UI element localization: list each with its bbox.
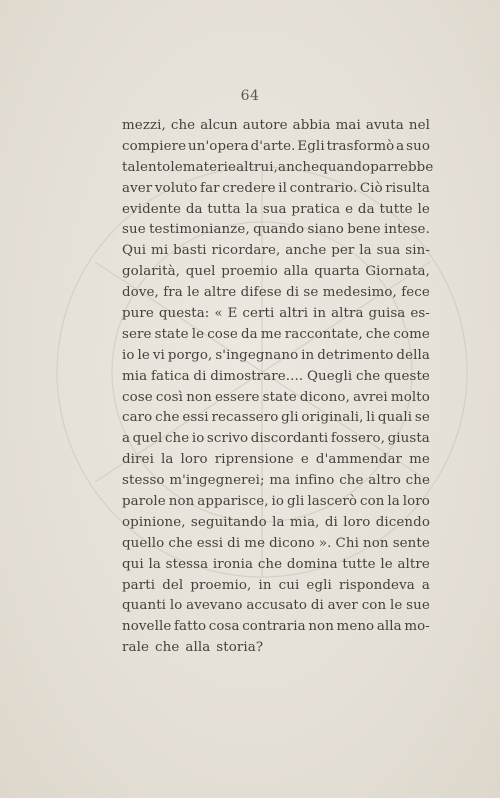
word: che — [257, 556, 283, 572]
word: anche — [285, 243, 327, 259]
word: le — [417, 201, 430, 217]
word: le — [380, 556, 393, 572]
text-line — [122, 179, 430, 200]
word: m'ingegnerei; — [169, 473, 265, 489]
text-line — [122, 283, 430, 304]
word: li — [366, 410, 376, 426]
word: che — [164, 431, 190, 447]
word: parrebbe — [370, 159, 434, 175]
word: fatto — [173, 619, 207, 635]
word: io — [122, 347, 135, 363]
word: gli — [286, 494, 305, 510]
text-line — [122, 638, 430, 659]
word: altrui, — [236, 159, 278, 175]
word: con — [361, 598, 387, 614]
word: che — [355, 368, 381, 384]
word: di — [193, 368, 207, 384]
word: altro — [368, 473, 401, 489]
word: così — [155, 389, 184, 405]
word: non — [168, 494, 195, 510]
word: dicono — [269, 535, 315, 551]
word: sue — [406, 598, 430, 614]
word: es- — [410, 306, 430, 322]
word: altre — [203, 285, 237, 301]
word: altra — [331, 306, 364, 322]
text-line — [122, 388, 430, 409]
word: porgo, — [167, 347, 213, 363]
word: in — [301, 347, 315, 363]
word: fatica — [151, 368, 190, 384]
word: contraria — [242, 619, 306, 635]
word: altre — [397, 556, 430, 572]
word: me — [244, 535, 266, 551]
word: che — [365, 326, 391, 342]
word: non — [363, 535, 389, 551]
word: con — [359, 494, 385, 510]
word: loro — [180, 452, 208, 468]
word: cose — [207, 326, 238, 342]
word: guisa — [368, 306, 406, 322]
word: bene — [347, 222, 381, 238]
text-line — [122, 241, 430, 262]
word: di — [310, 598, 324, 614]
word: fossero, — [330, 431, 386, 447]
word: la — [359, 243, 372, 259]
word: cosa — [208, 619, 240, 635]
word: se — [414, 410, 430, 426]
word: non — [308, 619, 334, 635]
word: pure — [122, 306, 154, 322]
word: parti — [122, 577, 156, 593]
word: d'ammendar — [315, 452, 403, 468]
word: essi — [196, 535, 224, 551]
word: questa: — [158, 306, 210, 322]
word: che — [155, 410, 180, 426]
word: non — [186, 389, 212, 405]
word: Egli — [297, 138, 325, 154]
word: in — [313, 306, 327, 322]
word: detrimento — [317, 347, 394, 363]
word: mezzi, — [122, 118, 166, 133]
word: quali — [377, 410, 413, 426]
word: loro — [343, 514, 371, 530]
word: anche — [277, 159, 320, 175]
word: loro — [402, 494, 430, 510]
word: s'ingegnano — [215, 347, 299, 363]
word: il — [278, 180, 287, 196]
word: credere — [222, 180, 276, 196]
word: Giornata, — [365, 264, 430, 280]
word: state — [262, 389, 297, 405]
word: che — [155, 640, 180, 656]
word: io — [271, 494, 285, 510]
word: caro — [122, 410, 153, 426]
word: evidente — [122, 201, 181, 217]
word: proemio, — [190, 577, 252, 593]
word: suo — [406, 138, 430, 154]
word: discordanti — [250, 431, 329, 447]
word: recassero — [211, 410, 279, 426]
word: storia? — [216, 640, 264, 656]
word: basti — [173, 243, 207, 259]
word: molto — [390, 389, 430, 405]
word: mo- — [404, 619, 430, 635]
word: se — [303, 285, 319, 301]
word: alla — [376, 619, 402, 635]
word: mia — [122, 368, 148, 384]
word: me — [409, 452, 430, 468]
word: di — [227, 535, 241, 551]
word: sente — [392, 535, 430, 551]
word: voluto — [154, 180, 198, 196]
word: quel — [132, 431, 163, 447]
word: essere — [214, 389, 260, 405]
word: da — [241, 326, 258, 342]
word: che — [339, 473, 364, 489]
word: sere — [122, 326, 152, 342]
word: risulta — [385, 180, 430, 196]
text-line — [122, 471, 430, 492]
word: pratica — [291, 201, 341, 217]
word: da — [357, 201, 375, 217]
word: e — [300, 452, 309, 468]
word: quanti — [122, 598, 167, 614]
word: state — [154, 326, 189, 342]
word: quel — [185, 264, 216, 280]
text-line — [122, 429, 430, 450]
word: accusato — [246, 598, 308, 614]
word: alla — [185, 640, 211, 656]
text-line — [122, 492, 430, 513]
word: vi — [152, 347, 165, 363]
word: avuta — [365, 118, 404, 133]
text-line — [122, 555, 430, 576]
word: di — [324, 514, 338, 530]
word: le — [389, 598, 403, 614]
word: cose — [122, 389, 153, 405]
word: la — [387, 494, 400, 510]
word: stesso — [122, 473, 165, 489]
word: la — [161, 452, 174, 468]
word: originali, — [301, 410, 364, 426]
word: dicono, — [299, 389, 350, 405]
word: ma — [269, 473, 291, 489]
word: sua — [376, 243, 401, 259]
word: alcun — [200, 118, 238, 133]
body-text — [122, 116, 434, 659]
word: lascerò — [307, 494, 358, 510]
word: quello — [122, 535, 165, 551]
word: difese — [240, 285, 282, 301]
word: opinione, — [122, 514, 186, 530]
word: alla — [283, 264, 309, 280]
word: io — [191, 431, 205, 447]
word: ». — [318, 535, 332, 551]
word: un'opera — [188, 138, 249, 154]
word: apparisce, — [197, 494, 269, 510]
word: nel — [408, 118, 430, 133]
word: intese. — [383, 222, 430, 238]
word: meno — [336, 619, 375, 635]
word: dicendo — [375, 514, 430, 530]
text-line — [122, 450, 430, 471]
word: riprensione — [214, 452, 294, 468]
word: talento — [122, 159, 171, 175]
word: seguitando — [190, 514, 267, 530]
word: della — [396, 347, 430, 363]
text-line — [122, 617, 430, 638]
text-line — [122, 200, 430, 221]
word: aver — [327, 598, 358, 614]
word: essi — [182, 410, 209, 426]
text-line — [122, 158, 434, 179]
word: dimostrare.... — [210, 368, 304, 384]
word: queste — [384, 368, 430, 384]
word: scrivo — [206, 431, 249, 447]
word: Ciò — [359, 180, 383, 196]
word: quarta — [314, 264, 360, 280]
word: che — [405, 473, 430, 489]
word: me — [260, 326, 282, 342]
word: parole — [122, 494, 166, 510]
word: testimonianze, — [149, 222, 250, 238]
word: autore — [242, 118, 288, 133]
word: per — [331, 243, 355, 259]
word: le — [137, 347, 150, 363]
word: a — [122, 431, 131, 447]
word: in — [258, 577, 272, 593]
word: stessa — [165, 556, 209, 572]
text-line — [122, 137, 430, 158]
word: lo — [169, 598, 183, 614]
word: novelle — [122, 619, 172, 635]
word: la — [272, 514, 285, 530]
word: altri — [279, 306, 309, 322]
word: domina — [286, 556, 338, 572]
word: raccontate, — [284, 326, 363, 342]
word: materie — [182, 159, 237, 175]
word: dove, — [122, 285, 159, 301]
word: ricordare, — [211, 243, 281, 259]
word: compiere — [122, 138, 187, 154]
text-line — [122, 220, 430, 241]
word: ironia — [212, 556, 254, 572]
word: che — [168, 535, 193, 551]
word: le — [187, 285, 200, 301]
word: d'arte. — [250, 138, 296, 154]
word: certi — [242, 306, 275, 322]
word: Quegli — [306, 368, 353, 384]
word: cui — [278, 577, 300, 593]
word: fra — [163, 285, 183, 301]
text-line — [122, 534, 430, 555]
word: egli — [306, 577, 332, 593]
word: E — [227, 306, 238, 322]
word: a — [396, 138, 405, 154]
text-line — [122, 325, 430, 346]
word: medesimo, — [322, 285, 397, 301]
word: che — [170, 118, 196, 133]
word: la — [148, 556, 161, 572]
word: sue — [122, 222, 146, 238]
word: a — [421, 577, 430, 593]
word: le — [170, 159, 183, 175]
word: la — [245, 201, 258, 217]
word: contrario. — [289, 180, 358, 196]
text-line — [122, 596, 430, 617]
word: gli — [281, 410, 299, 426]
text-line — [122, 408, 430, 429]
word: golarità, — [122, 264, 181, 280]
word: sua — [262, 201, 287, 217]
word: tutta — [207, 201, 241, 217]
word: trasformò — [326, 138, 395, 154]
word: mia, — [289, 514, 320, 530]
word: avrei — [353, 389, 388, 405]
word: da — [185, 201, 203, 217]
word: Chi — [335, 535, 359, 551]
word: Qui — [122, 243, 147, 259]
word: abbia — [292, 118, 331, 133]
page-number: 64 — [240, 88, 260, 104]
word: aver — [122, 180, 153, 196]
word: avevano — [186, 598, 243, 614]
word: mi — [151, 243, 169, 259]
word: sin- — [405, 243, 430, 259]
text-line — [122, 304, 430, 325]
word: far — [200, 180, 220, 196]
word: come — [393, 326, 430, 342]
word: siano — [307, 222, 344, 238]
text-line — [122, 346, 430, 367]
text-line — [122, 262, 430, 283]
word: di — [286, 285, 300, 301]
word: le — [191, 326, 205, 342]
word: quando — [253, 222, 305, 238]
word: direi — [122, 452, 154, 468]
text-line — [122, 576, 430, 597]
word: giusta — [387, 431, 430, 447]
word: infino — [295, 473, 335, 489]
word: rale — [122, 640, 149, 656]
word: rispondeva — [338, 577, 415, 593]
word: proemio — [221, 264, 278, 280]
word: mai — [335, 118, 361, 133]
word: « — [214, 306, 223, 322]
word: e — [345, 201, 354, 217]
word: tutte — [342, 556, 376, 572]
text-line — [122, 513, 430, 534]
word: fece — [401, 285, 430, 301]
text-line — [122, 116, 430, 137]
word: quando — [319, 159, 371, 175]
word: tutte — [379, 201, 413, 217]
text-line — [122, 367, 430, 388]
word: del — [162, 577, 184, 593]
word: qui — [122, 556, 144, 572]
